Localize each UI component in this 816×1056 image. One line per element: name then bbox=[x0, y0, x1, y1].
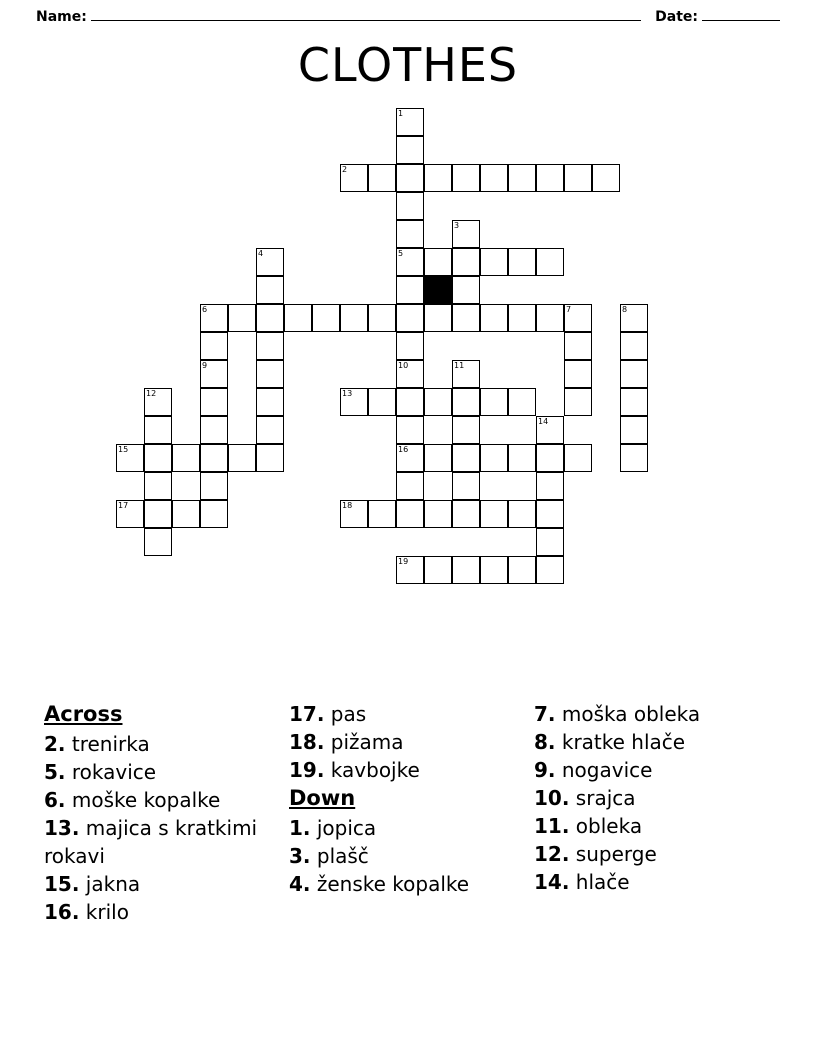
grid-cell-number: 15 bbox=[118, 445, 129, 454]
grid-cell[interactable] bbox=[424, 500, 452, 528]
grid-cell[interactable] bbox=[200, 332, 228, 360]
grid-cell[interactable] bbox=[480, 556, 508, 584]
grid-cell[interactable] bbox=[144, 388, 172, 416]
grid-cell[interactable] bbox=[480, 388, 508, 416]
grid-cell[interactable] bbox=[396, 108, 424, 136]
clues-column-2 bbox=[289, 700, 534, 898]
grid-cell[interactable] bbox=[452, 276, 480, 304]
grid-cell[interactable] bbox=[396, 304, 424, 332]
grid-cell[interactable] bbox=[396, 444, 424, 472]
grid-cell[interactable] bbox=[620, 388, 648, 416]
grid-cell[interactable] bbox=[592, 164, 620, 192]
across-clue-list-part1 bbox=[44, 730, 289, 926]
clue-text: krilo bbox=[79, 900, 129, 924]
grid-cell[interactable] bbox=[564, 304, 592, 332]
grid-cell[interactable] bbox=[480, 500, 508, 528]
grid-cell-number: 7 bbox=[566, 305, 572, 314]
grid-cell[interactable] bbox=[396, 416, 424, 444]
grid-cell[interactable] bbox=[172, 500, 200, 528]
grid-cell[interactable] bbox=[424, 248, 452, 276]
across-clue bbox=[289, 700, 534, 728]
clue-number: 2. bbox=[44, 732, 66, 756]
grid-cell[interactable] bbox=[508, 164, 536, 192]
across-clue bbox=[289, 728, 534, 756]
grid-cell-number: 10 bbox=[398, 361, 409, 370]
grid-cell[interactable] bbox=[200, 416, 228, 444]
grid-cell[interactable] bbox=[116, 500, 144, 528]
grid-cell[interactable] bbox=[396, 248, 424, 276]
down-clue bbox=[534, 840, 774, 868]
grid-cell[interactable] bbox=[480, 444, 508, 472]
clue-text: nogavice bbox=[555, 758, 653, 782]
clues-column-3 bbox=[534, 700, 774, 896]
grid-cell-number: 12 bbox=[146, 389, 157, 398]
clue-text: obleka bbox=[569, 814, 643, 838]
grid-cell[interactable] bbox=[200, 388, 228, 416]
grid-cell[interactable] bbox=[312, 304, 340, 332]
grid-cell[interactable] bbox=[564, 164, 592, 192]
grid-cell[interactable] bbox=[256, 416, 284, 444]
grid-cell[interactable] bbox=[508, 248, 536, 276]
grid-cell[interactable] bbox=[116, 444, 144, 472]
grid-cell[interactable] bbox=[340, 304, 368, 332]
grid-cell-number: 13 bbox=[342, 389, 353, 398]
grid-cell[interactable] bbox=[396, 556, 424, 584]
grid-cell[interactable] bbox=[564, 444, 592, 472]
grid-cell[interactable] bbox=[144, 416, 172, 444]
clue-text: ženske kopalke bbox=[310, 872, 470, 896]
grid-cell-number: 6 bbox=[202, 305, 208, 314]
grid-cell[interactable] bbox=[396, 136, 424, 164]
grid-cell[interactable] bbox=[452, 388, 480, 416]
clue-text: kratke hlače bbox=[555, 730, 686, 754]
grid-cell[interactable] bbox=[508, 388, 536, 416]
clue-text: jakna bbox=[79, 872, 141, 896]
grid-cell[interactable] bbox=[396, 332, 424, 360]
grid-cell[interactable] bbox=[452, 500, 480, 528]
grid-cell[interactable] bbox=[536, 528, 564, 556]
grid-cell[interactable] bbox=[172, 444, 200, 472]
grid-cell-number: 5 bbox=[398, 249, 404, 258]
grid-cell[interactable] bbox=[256, 248, 284, 276]
grid-cell[interactable] bbox=[256, 388, 284, 416]
grid-cell[interactable] bbox=[508, 556, 536, 584]
down-clue bbox=[534, 812, 774, 840]
grid-cell[interactable] bbox=[452, 472, 480, 500]
grid-cell[interactable] bbox=[480, 164, 508, 192]
name-label: Name: bbox=[36, 9, 87, 25]
clue-number: 11. bbox=[534, 814, 570, 838]
grid-cell[interactable] bbox=[256, 332, 284, 360]
clue-text: pižama bbox=[324, 730, 404, 754]
across-heading: Across bbox=[44, 702, 123, 726]
clue-number: 5. bbox=[44, 760, 66, 784]
grid-cell[interactable] bbox=[452, 220, 480, 248]
date-label: Date: bbox=[655, 9, 698, 25]
grid-cell[interactable] bbox=[228, 444, 256, 472]
grid-cell[interactable] bbox=[200, 360, 228, 388]
grid-cell[interactable] bbox=[536, 500, 564, 528]
grid-cell[interactable] bbox=[396, 500, 424, 528]
grid-cell-number: 1 bbox=[398, 109, 404, 118]
grid-cell[interactable] bbox=[452, 444, 480, 472]
grid-cell[interactable] bbox=[424, 444, 452, 472]
grid-cell[interactable] bbox=[424, 304, 452, 332]
grid-cell[interactable] bbox=[536, 416, 564, 444]
across-clue bbox=[44, 786, 289, 814]
grid-cell[interactable] bbox=[200, 472, 228, 500]
clue-number: 4. bbox=[289, 872, 311, 896]
clue-number: 17. bbox=[289, 702, 325, 726]
grid-cell[interactable] bbox=[508, 304, 536, 332]
grid-cell-number: 18 bbox=[342, 501, 353, 510]
grid-cell[interactable] bbox=[620, 416, 648, 444]
grid-cell[interactable] bbox=[396, 276, 424, 304]
grid-cell[interactable] bbox=[144, 528, 172, 556]
name-write-line[interactable] bbox=[91, 8, 641, 21]
down-clue bbox=[534, 700, 774, 728]
clue-text: rokavice bbox=[65, 760, 157, 784]
grid-cell[interactable] bbox=[620, 444, 648, 472]
grid-cell[interactable] bbox=[536, 248, 564, 276]
grid-cell[interactable] bbox=[452, 416, 480, 444]
grid-cell[interactable] bbox=[144, 500, 172, 528]
clue-number: 1. bbox=[289, 816, 311, 840]
clue-number: 18. bbox=[289, 730, 325, 754]
grid-cell[interactable] bbox=[200, 444, 228, 472]
down-clue bbox=[534, 728, 774, 756]
clue-number: 16. bbox=[44, 900, 80, 924]
grid-cell[interactable] bbox=[536, 472, 564, 500]
grid-cell-number: 14 bbox=[538, 417, 549, 426]
across-clue bbox=[44, 814, 289, 870]
across-clue bbox=[44, 898, 289, 926]
clue-text: hlače bbox=[569, 870, 630, 894]
grid-cell[interactable] bbox=[200, 500, 228, 528]
grid-cell[interactable] bbox=[396, 220, 424, 248]
grid-cell[interactable] bbox=[536, 304, 564, 332]
grid-cell[interactable] bbox=[536, 556, 564, 584]
down-clue bbox=[289, 870, 534, 898]
clue-text: moške kopalke bbox=[65, 788, 221, 812]
grid-cell[interactable] bbox=[452, 248, 480, 276]
clue-number: 19. bbox=[289, 758, 325, 782]
down-clue bbox=[289, 842, 534, 870]
grid-cell[interactable] bbox=[564, 360, 592, 388]
grid-cell[interactable] bbox=[396, 192, 424, 220]
grid-cell[interactable] bbox=[284, 304, 312, 332]
grid-cell[interactable] bbox=[256, 444, 284, 472]
grid-cell[interactable] bbox=[368, 304, 396, 332]
grid-cell-number: 11 bbox=[454, 361, 465, 370]
grid-cell[interactable] bbox=[452, 304, 480, 332]
down-clue bbox=[534, 868, 774, 896]
down-clue-list-part2 bbox=[534, 700, 774, 896]
grid-cell[interactable] bbox=[424, 388, 452, 416]
clue-number: 3. bbox=[289, 844, 311, 868]
grid-cell[interactable] bbox=[620, 332, 648, 360]
grid-cell[interactable] bbox=[480, 248, 508, 276]
grid-cell[interactable] bbox=[228, 304, 256, 332]
clue-text: kavbojke bbox=[324, 758, 420, 782]
grid-cell-number: 19 bbox=[398, 557, 409, 566]
grid-cell[interactable] bbox=[396, 388, 424, 416]
grid-cell[interactable] bbox=[452, 556, 480, 584]
grid-cell[interactable] bbox=[256, 276, 284, 304]
grid-cell-number: 16 bbox=[398, 445, 409, 454]
clue-text: pas bbox=[324, 702, 367, 726]
date-write-line[interactable] bbox=[702, 8, 780, 21]
grid-cell-number: 2 bbox=[342, 165, 348, 174]
grid-cell[interactable] bbox=[536, 444, 564, 472]
clue-number: 10. bbox=[534, 786, 570, 810]
down-clue bbox=[289, 814, 534, 842]
grid-cell[interactable] bbox=[256, 304, 284, 332]
clues-section bbox=[44, 700, 774, 926]
clue-text: jopica bbox=[310, 816, 377, 840]
grid-cell[interactable] bbox=[340, 388, 368, 416]
clue-text: moška obleka bbox=[555, 702, 701, 726]
across-clue bbox=[289, 756, 534, 784]
grid-cell[interactable] bbox=[424, 164, 452, 192]
clue-number: 9. bbox=[534, 758, 556, 782]
clue-number: 12. bbox=[534, 842, 570, 866]
clue-text: superge bbox=[569, 842, 657, 866]
grid-cell[interactable] bbox=[340, 164, 368, 192]
clue-number: 7. bbox=[534, 702, 556, 726]
grid-cell[interactable] bbox=[200, 304, 228, 332]
grid-cell[interactable] bbox=[508, 444, 536, 472]
grid-cell[interactable] bbox=[508, 500, 536, 528]
down-clue bbox=[534, 784, 774, 812]
clue-number: 14. bbox=[534, 870, 570, 894]
grid-cell[interactable] bbox=[452, 360, 480, 388]
grid-cell[interactable] bbox=[620, 304, 648, 332]
grid-cell-number: 4 bbox=[258, 249, 264, 258]
grid-cell[interactable] bbox=[424, 556, 452, 584]
clue-number: 6. bbox=[44, 788, 66, 812]
clue-number: 15. bbox=[44, 872, 80, 896]
across-clue bbox=[44, 730, 289, 758]
clue-text: plašč bbox=[310, 844, 369, 868]
grid-cell[interactable] bbox=[368, 164, 396, 192]
grid-cell[interactable] bbox=[256, 360, 284, 388]
grid-cell[interactable] bbox=[480, 304, 508, 332]
clue-number: 8. bbox=[534, 730, 556, 754]
clue-number: 13. bbox=[44, 816, 80, 840]
clue-text: majica s kratkimi rokavi bbox=[44, 816, 258, 868]
grid-cell[interactable] bbox=[144, 444, 172, 472]
crossword-grid-area bbox=[0, 108, 816, 698]
grid-cell-number: 3 bbox=[454, 221, 460, 230]
clues-column-1 bbox=[44, 700, 289, 926]
grid-cell[interactable] bbox=[144, 472, 172, 500]
grid-cell-blocked bbox=[424, 276, 452, 304]
grid-cell[interactable] bbox=[452, 164, 480, 192]
grid-cell[interactable] bbox=[396, 360, 424, 388]
across-clue bbox=[44, 870, 289, 898]
clue-text: trenirka bbox=[65, 732, 150, 756]
down-heading: Down bbox=[289, 786, 356, 810]
grid-cell-number: 9 bbox=[202, 361, 208, 370]
across-clue bbox=[44, 758, 289, 786]
worksheet-header bbox=[36, 8, 780, 25]
across-clue-list-part2 bbox=[289, 700, 534, 784]
grid-cell[interactable] bbox=[340, 500, 368, 528]
down-clue bbox=[534, 756, 774, 784]
grid-cell[interactable] bbox=[564, 388, 592, 416]
grid-cell[interactable] bbox=[368, 388, 396, 416]
grid-cell[interactable] bbox=[396, 164, 424, 192]
clue-text: srajca bbox=[569, 786, 636, 810]
grid-cell[interactable] bbox=[564, 332, 592, 360]
grid-cell[interactable] bbox=[368, 500, 396, 528]
down-clue-list-part1 bbox=[289, 814, 534, 898]
grid-cell[interactable] bbox=[536, 164, 564, 192]
grid-cell[interactable] bbox=[620, 360, 648, 388]
grid-cell-number: 17 bbox=[118, 501, 129, 510]
grid-cell[interactable] bbox=[396, 472, 424, 500]
grid-cell-number: 8 bbox=[622, 305, 628, 314]
page-title: CLOTHES bbox=[297, 38, 519, 92]
